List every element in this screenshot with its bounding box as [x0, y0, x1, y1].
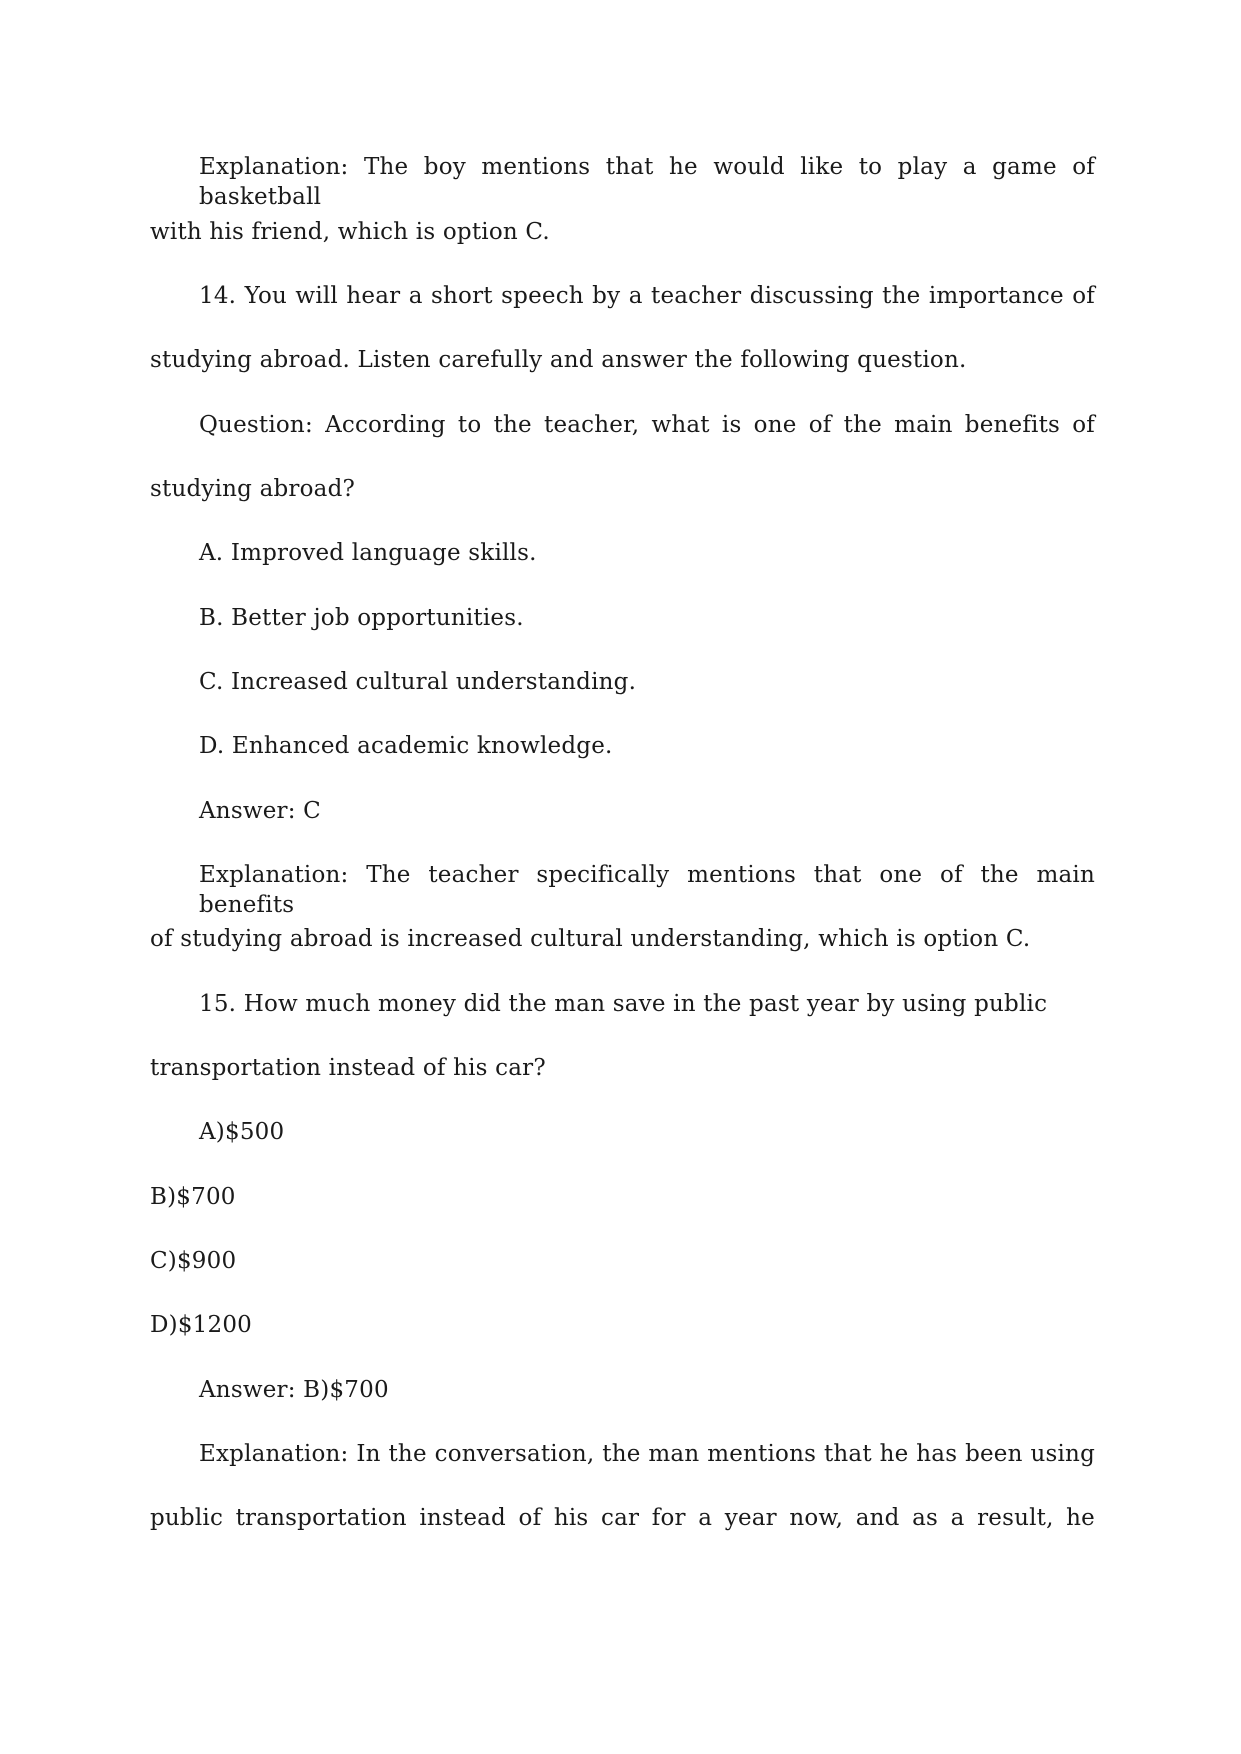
question-14-option-b: B. Better job opportunities.: [199, 605, 524, 631]
explanation-13-line-1: Explanation: The boy mentions that he would like to play a game of basketball: [199, 154, 1095, 210]
question-14-line-1: 14. You will hear a short speech by a teacher discussing the importance of: [199, 283, 1095, 309]
question-15-answer: Answer: B)$700: [199, 1377, 389, 1403]
explanation-13-line-2: with his friend, which is option C.: [150, 219, 550, 245]
question-14-line-2: studying abroad. Listen carefully and answer the following question.: [150, 347, 967, 373]
explanation-14-line-1: Explanation: The teacher specifically mentions that one of the main benefits: [199, 862, 1095, 918]
question-15-option-d: D)$1200: [150, 1312, 252, 1338]
question-14-answer: Answer: C: [199, 798, 321, 824]
question-15-option-c: C)$900: [150, 1248, 237, 1274]
question-14-option-a: A. Improved language skills.: [199, 540, 537, 566]
question-14-prompt-line-1: Question: According to the teacher, what is one of the main benefits of: [199, 412, 1095, 438]
question-15-option-a: A)$500: [199, 1119, 285, 1145]
question-15-line-2: transportation instead of his car?: [150, 1055, 546, 1081]
question-14-prompt-line-2: studying abroad?: [150, 476, 356, 502]
question-15-line-1: 15. How much money did the man save in the past year by using public: [199, 991, 1048, 1017]
explanation-15-line-1: Explanation: In the conversation, the man mentions that he has been using: [199, 1441, 1095, 1467]
explanation-14-line-2: of studying abroad is increased cultural understanding, which is option C.: [150, 926, 1031, 952]
question-14-option-d: D. Enhanced academic knowledge.: [199, 733, 613, 759]
question-14-option-c: C. Increased cultural understanding.: [199, 669, 637, 695]
question-15-option-b: B)$700: [150, 1184, 236, 1210]
explanation-15-line-2: public transportation instead of his car for a year now, and as a result, he: [150, 1505, 1095, 1531]
